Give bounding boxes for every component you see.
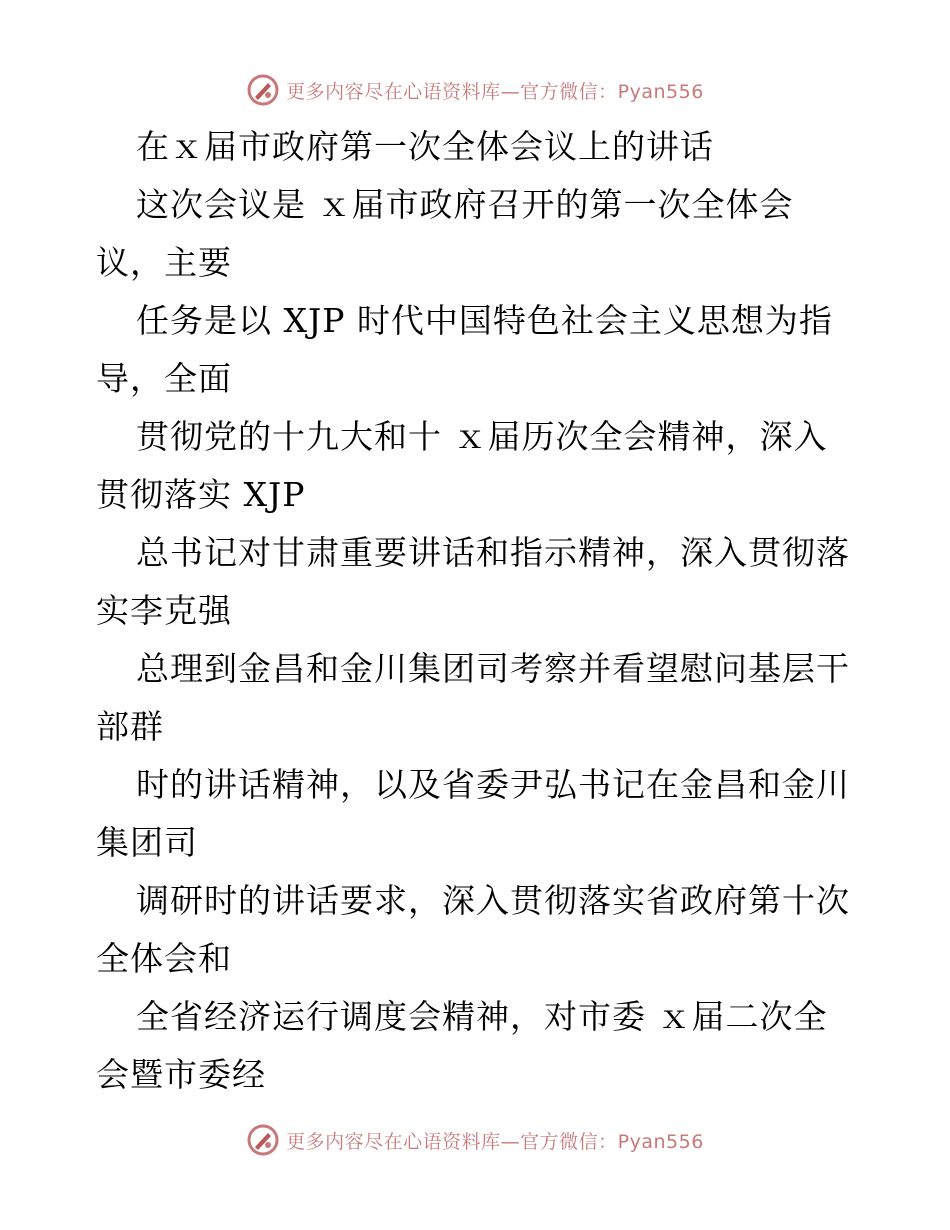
document-line: 调研时的讲话要求，深入贯彻落实省政府第十次 (136, 881, 850, 920)
document-line: 部群 (96, 707, 164, 746)
document-line: 任务是以 XJP 时代中国特色社会主义思想为指 (136, 301, 833, 340)
document-line: 总书记对甘肃重要讲话和指示精神，深入贯彻落 (136, 533, 850, 572)
document-line: 会暨市委经 (96, 1055, 266, 1094)
document-line: 议，主要 (96, 243, 232, 282)
document-line: 集团司 (96, 823, 198, 862)
document-line: 全省经济运行调度会精神，对市委 ｘ届二次全 (136, 997, 828, 1036)
document-line: 总理到金昌和金川集团司考察并看望慰问基层干 (136, 649, 850, 688)
document-line: 导，全面 (96, 359, 232, 398)
pen-seal-icon (246, 1123, 280, 1157)
document-line: 实李克强 (96, 591, 232, 630)
document-line: 全体会和 (96, 939, 232, 978)
document-line: 贯彻落实 XJP (96, 475, 306, 514)
document-line: 在ｘ届市政府第一次全体会议上的讲话 (136, 127, 714, 166)
document-line: 时的讲话精神，以及省委尹弘书记在金昌和金川 (136, 765, 850, 804)
header-watermark (0, 70, 950, 110)
pen-seal-icon (246, 73, 280, 107)
document-line: 这次会议是 ｘ届市政府召开的第一次全体会 (136, 185, 794, 224)
footer-watermark (0, 1120, 950, 1160)
document-line: 贯彻党的十九大和十 ｘ届历次全会精神，深入 (136, 417, 828, 456)
footer-watermark-text: 更多内容尽在心语资料库—官方微信：Pyan556 (286, 1130, 704, 1153)
document-body (96, 118, 856, 1104)
header-watermark-text: 更多内容尽在心语资料库—官方微信：Pyan556 (286, 80, 704, 103)
